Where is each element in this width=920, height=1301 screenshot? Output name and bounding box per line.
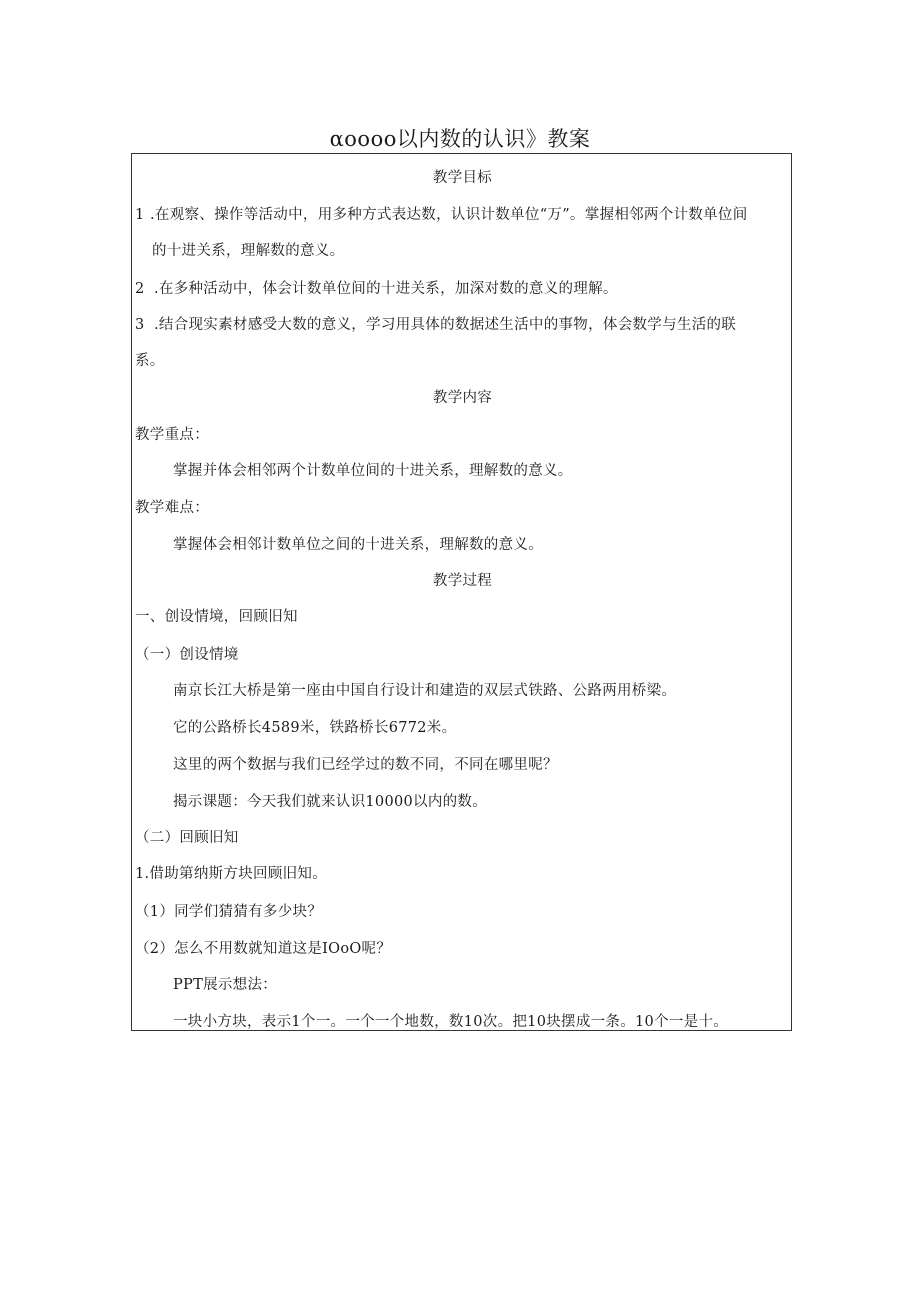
paragraph-counting: 一块小方块，表示1个一。一个一个地数，数10次。把10块摆成一条。10个一是十。	[173, 1014, 729, 1030]
content-heading: 教学内容	[432, 390, 493, 406]
objective-3-text: .结合现实素材感受大数的意义，学习用具体的数据述生活中的事物，体会数学与生活的联	[154, 317, 737, 333]
paragraph-topic: 揭示课题：今天我们就来认识10000以内的数。	[173, 794, 488, 810]
process-heading: 教学过程	[432, 573, 493, 589]
objectives-heading: 教学目标	[432, 170, 493, 186]
objective-3-number: 3	[135, 317, 145, 333]
objective-2-number: 2	[135, 281, 145, 297]
objective-1-text: .在观察、操作等活动中，用多种方式表达数，认识计数单位“万”。掌握相邻两个计数单位间	[150, 207, 748, 223]
document-title: αoooo以内数的认识》教案	[329, 127, 591, 151]
difficulty-label: 教学难点：	[135, 500, 209, 516]
question-1: （1）同学们猜猜有多少块？	[135, 904, 323, 920]
objective-3-text-cont: 系。	[135, 353, 165, 369]
section-1-heading: 一、创设情境，回顾旧知	[135, 609, 298, 625]
key-points-text: 掌握并体会相邻两个计数单位间的十进关系，理解数的意义。	[173, 463, 573, 479]
lesson-plan-table	[131, 153, 792, 1031]
objective-2-text: .在多种活动中，体会计数单位间的十进关系，加深对数的意义的理解。	[154, 281, 618, 297]
subsection-2-heading: （二）回顾旧知	[135, 830, 239, 846]
key-points-label: 教学重点：	[135, 427, 209, 443]
review-item-1: 1.借助第纳斯方块回顾旧知。	[135, 866, 328, 882]
paragraph-bridge-lengths: 它的公路桥长4589米，铁路桥长6772米。	[173, 720, 457, 736]
difficulty-text: 掌握体会相邻计数单位之间的十进关系，理解数的意义。	[173, 537, 543, 553]
objective-1-text-cont: 的十进关系，理解数的意义。	[152, 243, 345, 259]
paragraph-question: 这里的两个数据与我们已经学过的数不同，不同在哪里呢？	[173, 757, 558, 773]
objective-1-number: 1	[135, 207, 145, 223]
question-2: （2）怎么不用数就知道这是IOoO呢？	[135, 941, 392, 957]
subsection-1-heading: （一）创设情境	[135, 647, 239, 663]
paragraph-bridge-intro: 南京长江大桥是第一座由中国自行设计和建造的双层式铁路、公路两用桥梁。	[173, 683, 677, 699]
ppt-label: PPT展示想法：	[173, 977, 278, 993]
